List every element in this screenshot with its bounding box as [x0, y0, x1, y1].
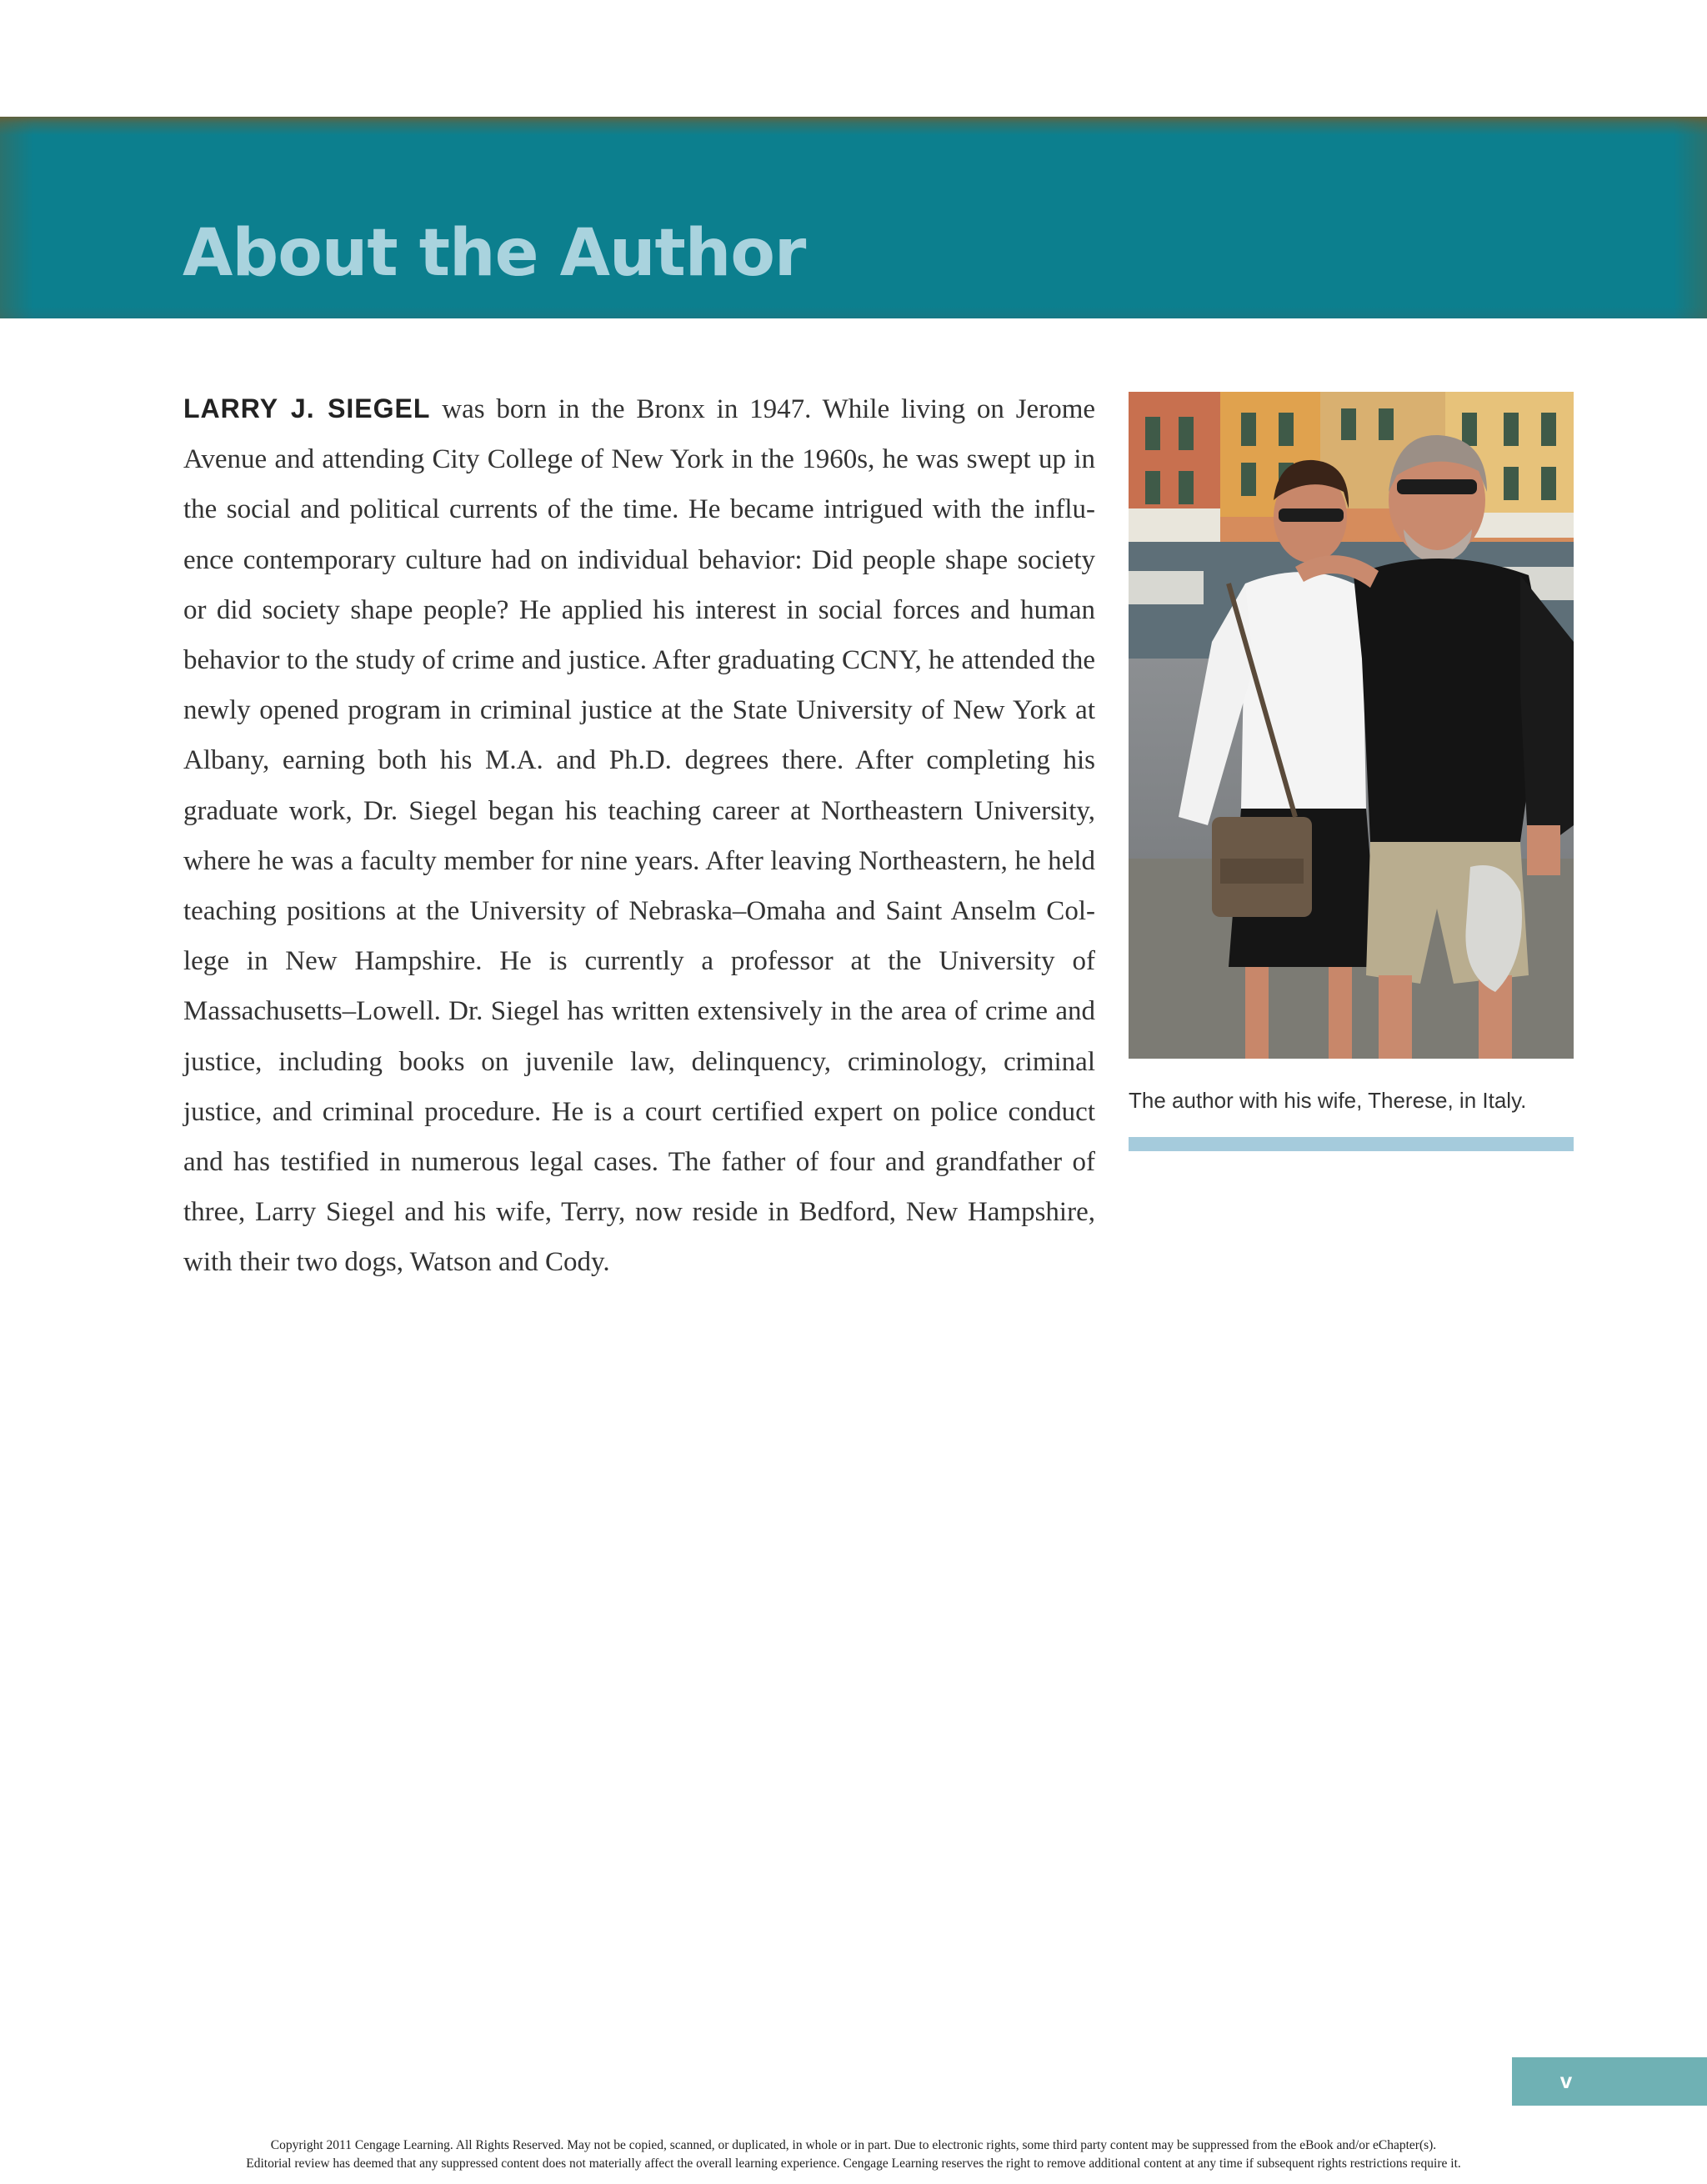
page-number: v	[1559, 2068, 1573, 2093]
author-bio	[183, 383, 1095, 1288]
author-name: LARRY J. SIEGEL	[183, 393, 431, 423]
author-bio-text: was born in the Bronx in 1947. While living on Jerome Avenue and attending City College of New York in the 1960s, he was swept up in the social and political currents of the time. He became intrigued with the influence contemporary culture had on individual behavior: Did people shape society or did society shape people? He applied his interest in social forces and human behavior to the study of crime and justice. After graduating CCNY, he attended the newly opened program in criminal justice at the State University of New York at Albany, earning both his M.A. and Ph.D. degrees there. After completing his graduate work, Dr. Siegel began his teaching career at Northeastern University, where he was a faculty member for nine years. After leaving Northeastern, he held teaching positions at the University of Nebraska–Omaha and Saint Anselm College in New Hampshire. He is currently a professor at the University of Massachusetts–Lowell. Dr. Siegel has written extensively in the area of crime and justice, including books on juvenile law, delinquency, criminology, criminal justice, and criminal procedure. He is a court certified expert on police conduct and has testified in numerous legal cases. The father of four and grandfather of three, Larry Siegel and his wife, Terry, now reside in Bedford, New Hampshire, with their two dogs, Watson and Cody.	[183, 394, 1096, 1278]
photo-caption: The author with his wife, Therese, in Italy.	[1129, 1088, 1527, 1113]
copyright-line-1: Copyright 2011 Cengage Learning. All Rights Reserved. May not be copied, scanned, or duplicated, in whole or in part. Due to electronic rights, some third party content may be suppressed from the eBook and/or eChapter(s).	[270, 2138, 1437, 2152]
page-title: About the Author	[183, 216, 806, 291]
author-photo	[1129, 392, 1574, 1059]
caption-rule	[1129, 1137, 1574, 1151]
copyright-line-2: Editorial review has deemed that any suppressed content does not materially affect the overall learning experience. Cengage Learning reserves the right to remove additional content at any time if subsequent rights restrictions require it.	[246, 2156, 1461, 2171]
copyright-notice	[83, 2136, 1624, 2173]
